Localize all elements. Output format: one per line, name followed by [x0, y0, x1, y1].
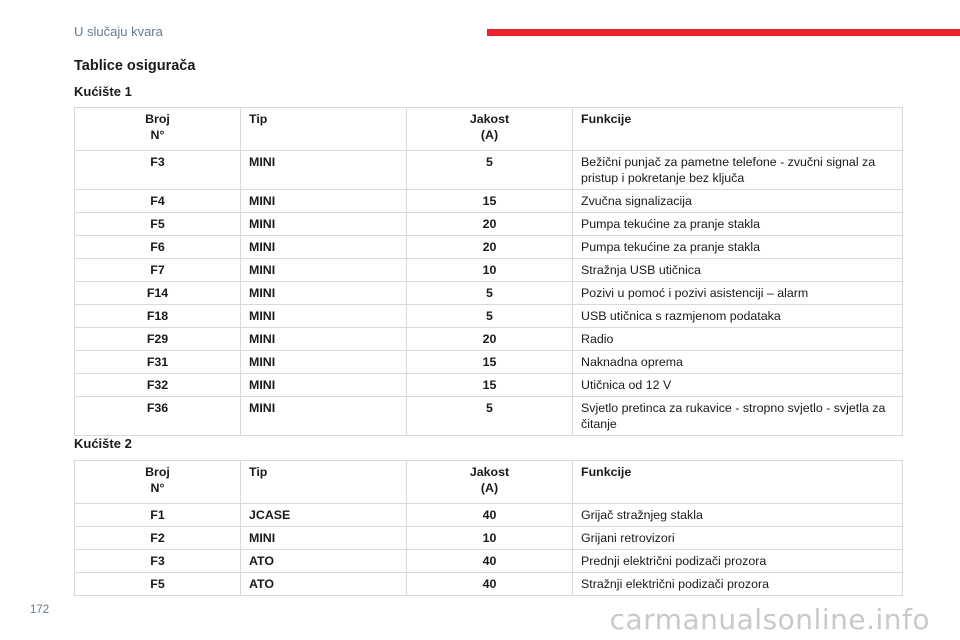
- table-row: [75, 550, 903, 573]
- fuse-amperage: 5: [407, 282, 573, 305]
- fuse-type: MINI: [241, 397, 407, 436]
- table-row: [75, 236, 903, 259]
- col-header-amperage: Jakost (A): [407, 108, 573, 151]
- fuse-amperage: 10: [407, 259, 573, 282]
- table-row: [75, 397, 903, 436]
- col-header-number: Broj N°: [75, 108, 241, 151]
- col-header-type: Tip: [241, 461, 407, 504]
- section-header: U slučaju kvara: [74, 24, 163, 39]
- fuse-function: USB utičnica s razmjenom podataka: [573, 305, 903, 328]
- fuse-amperage: 20: [407, 328, 573, 351]
- fuse-number: F2: [75, 527, 241, 550]
- fuse-type: MINI: [241, 236, 407, 259]
- fuse-amperage: 5: [407, 305, 573, 328]
- table-row: [75, 573, 903, 596]
- fuse-number: F1: [75, 504, 241, 527]
- fuse-amperage: 15: [407, 374, 573, 397]
- fuse-number: F18: [75, 305, 241, 328]
- table-row: [75, 527, 903, 550]
- col-header-functions: Funkcije: [573, 461, 903, 504]
- fuse-number: F32: [75, 374, 241, 397]
- fuse-number: F3: [75, 151, 241, 190]
- fuse-function: Prednji električni podizači prozora: [573, 550, 903, 573]
- header-accent-bar: [487, 29, 960, 36]
- fuse-number: F14: [75, 282, 241, 305]
- fuse-type: MINI: [241, 190, 407, 213]
- fuse-function: Bežični punjač za pametne telefone - zvučni signal za pristup i pokretanje bez ključa: [573, 151, 903, 190]
- fuse-function: Pozivi u pomoć i pozivi asistenciji – alarm: [573, 282, 903, 305]
- fuse-type: MINI: [241, 374, 407, 397]
- fuse-function: Svjetlo pretinca za rukavice - stropno svjetlo - svjetla za čitanje: [573, 397, 903, 436]
- table-header-row: [75, 461, 903, 504]
- fuse-function: Grijač stražnjeg stakla: [573, 504, 903, 527]
- fuse-amperage: 15: [407, 190, 573, 213]
- table-row: [75, 259, 903, 282]
- fuse-function: Radio: [573, 328, 903, 351]
- table-row: [75, 190, 903, 213]
- fuse-amperage: 5: [407, 397, 573, 436]
- fuse-amperage: 40: [407, 550, 573, 573]
- table-row: [75, 351, 903, 374]
- fuse-function: Utičnica od 12 V: [573, 374, 903, 397]
- fuse-number: F31: [75, 351, 241, 374]
- table-row: [75, 151, 903, 190]
- fuse-type: MINI: [241, 259, 407, 282]
- fuse-type: MINI: [241, 213, 407, 236]
- fuse-function: Naknadna oprema: [573, 351, 903, 374]
- fuse-type: MINI: [241, 328, 407, 351]
- fuse-number: F29: [75, 328, 241, 351]
- fuse-type: ATO: [241, 550, 407, 573]
- fuse-type: MINI: [241, 305, 407, 328]
- col-header-number: Broj N°: [75, 461, 241, 504]
- col-header-type: Tip: [241, 108, 407, 151]
- fuse-type: MINI: [241, 151, 407, 190]
- table-row: [75, 504, 903, 527]
- table-2-title: Kućište 2: [74, 436, 132, 451]
- fuse-amperage: 20: [407, 213, 573, 236]
- fuse-type: MINI: [241, 282, 407, 305]
- fuse-number: F4: [75, 190, 241, 213]
- col-header-amperage: Jakost (A): [407, 461, 573, 504]
- fuse-number: F3: [75, 550, 241, 573]
- table-1-title: Kućište 1: [74, 84, 132, 99]
- page-title: Tablice osigurača: [74, 58, 196, 74]
- fuse-amperage: 5: [407, 151, 573, 190]
- fuse-function: Zvučna signalizacija: [573, 190, 903, 213]
- fuse-function: Stražnja USB utičnica: [573, 259, 903, 282]
- fuse-number: F7: [75, 259, 241, 282]
- table-row: [75, 282, 903, 305]
- watermark: carmanualsonline.info: [609, 603, 930, 636]
- table-row: [75, 213, 903, 236]
- table-header-row: [75, 108, 903, 151]
- fuse-number: F5: [75, 213, 241, 236]
- fuse-type: JCASE: [241, 504, 407, 527]
- page-number: 172: [30, 604, 50, 616]
- fuse-amperage: 10: [407, 527, 573, 550]
- fuse-function: Grijani retrovizori: [573, 527, 903, 550]
- fuse-amperage: 15: [407, 351, 573, 374]
- fuse-number: F5: [75, 573, 241, 596]
- fuse-number: F36: [75, 397, 241, 436]
- col-header-functions: Funkcije: [573, 108, 903, 151]
- fuse-function: Pumpa tekućine za pranje stakla: [573, 213, 903, 236]
- fuse-table-2: [74, 460, 903, 596]
- fuse-function: Stražnji električni podizači prozora: [573, 573, 903, 596]
- fuse-table-1: [74, 107, 903, 436]
- fuse-type: MINI: [241, 351, 407, 374]
- table-row: [75, 328, 903, 351]
- table-row: [75, 374, 903, 397]
- table-row: [75, 305, 903, 328]
- fuse-type: MINI: [241, 527, 407, 550]
- fuse-amperage: 40: [407, 504, 573, 527]
- fuse-number: F6: [75, 236, 241, 259]
- fuse-function: Pumpa tekućine za pranje stakla: [573, 236, 903, 259]
- fuse-amperage: 20: [407, 236, 573, 259]
- fuse-amperage: 40: [407, 573, 573, 596]
- fuse-type: ATO: [241, 573, 407, 596]
